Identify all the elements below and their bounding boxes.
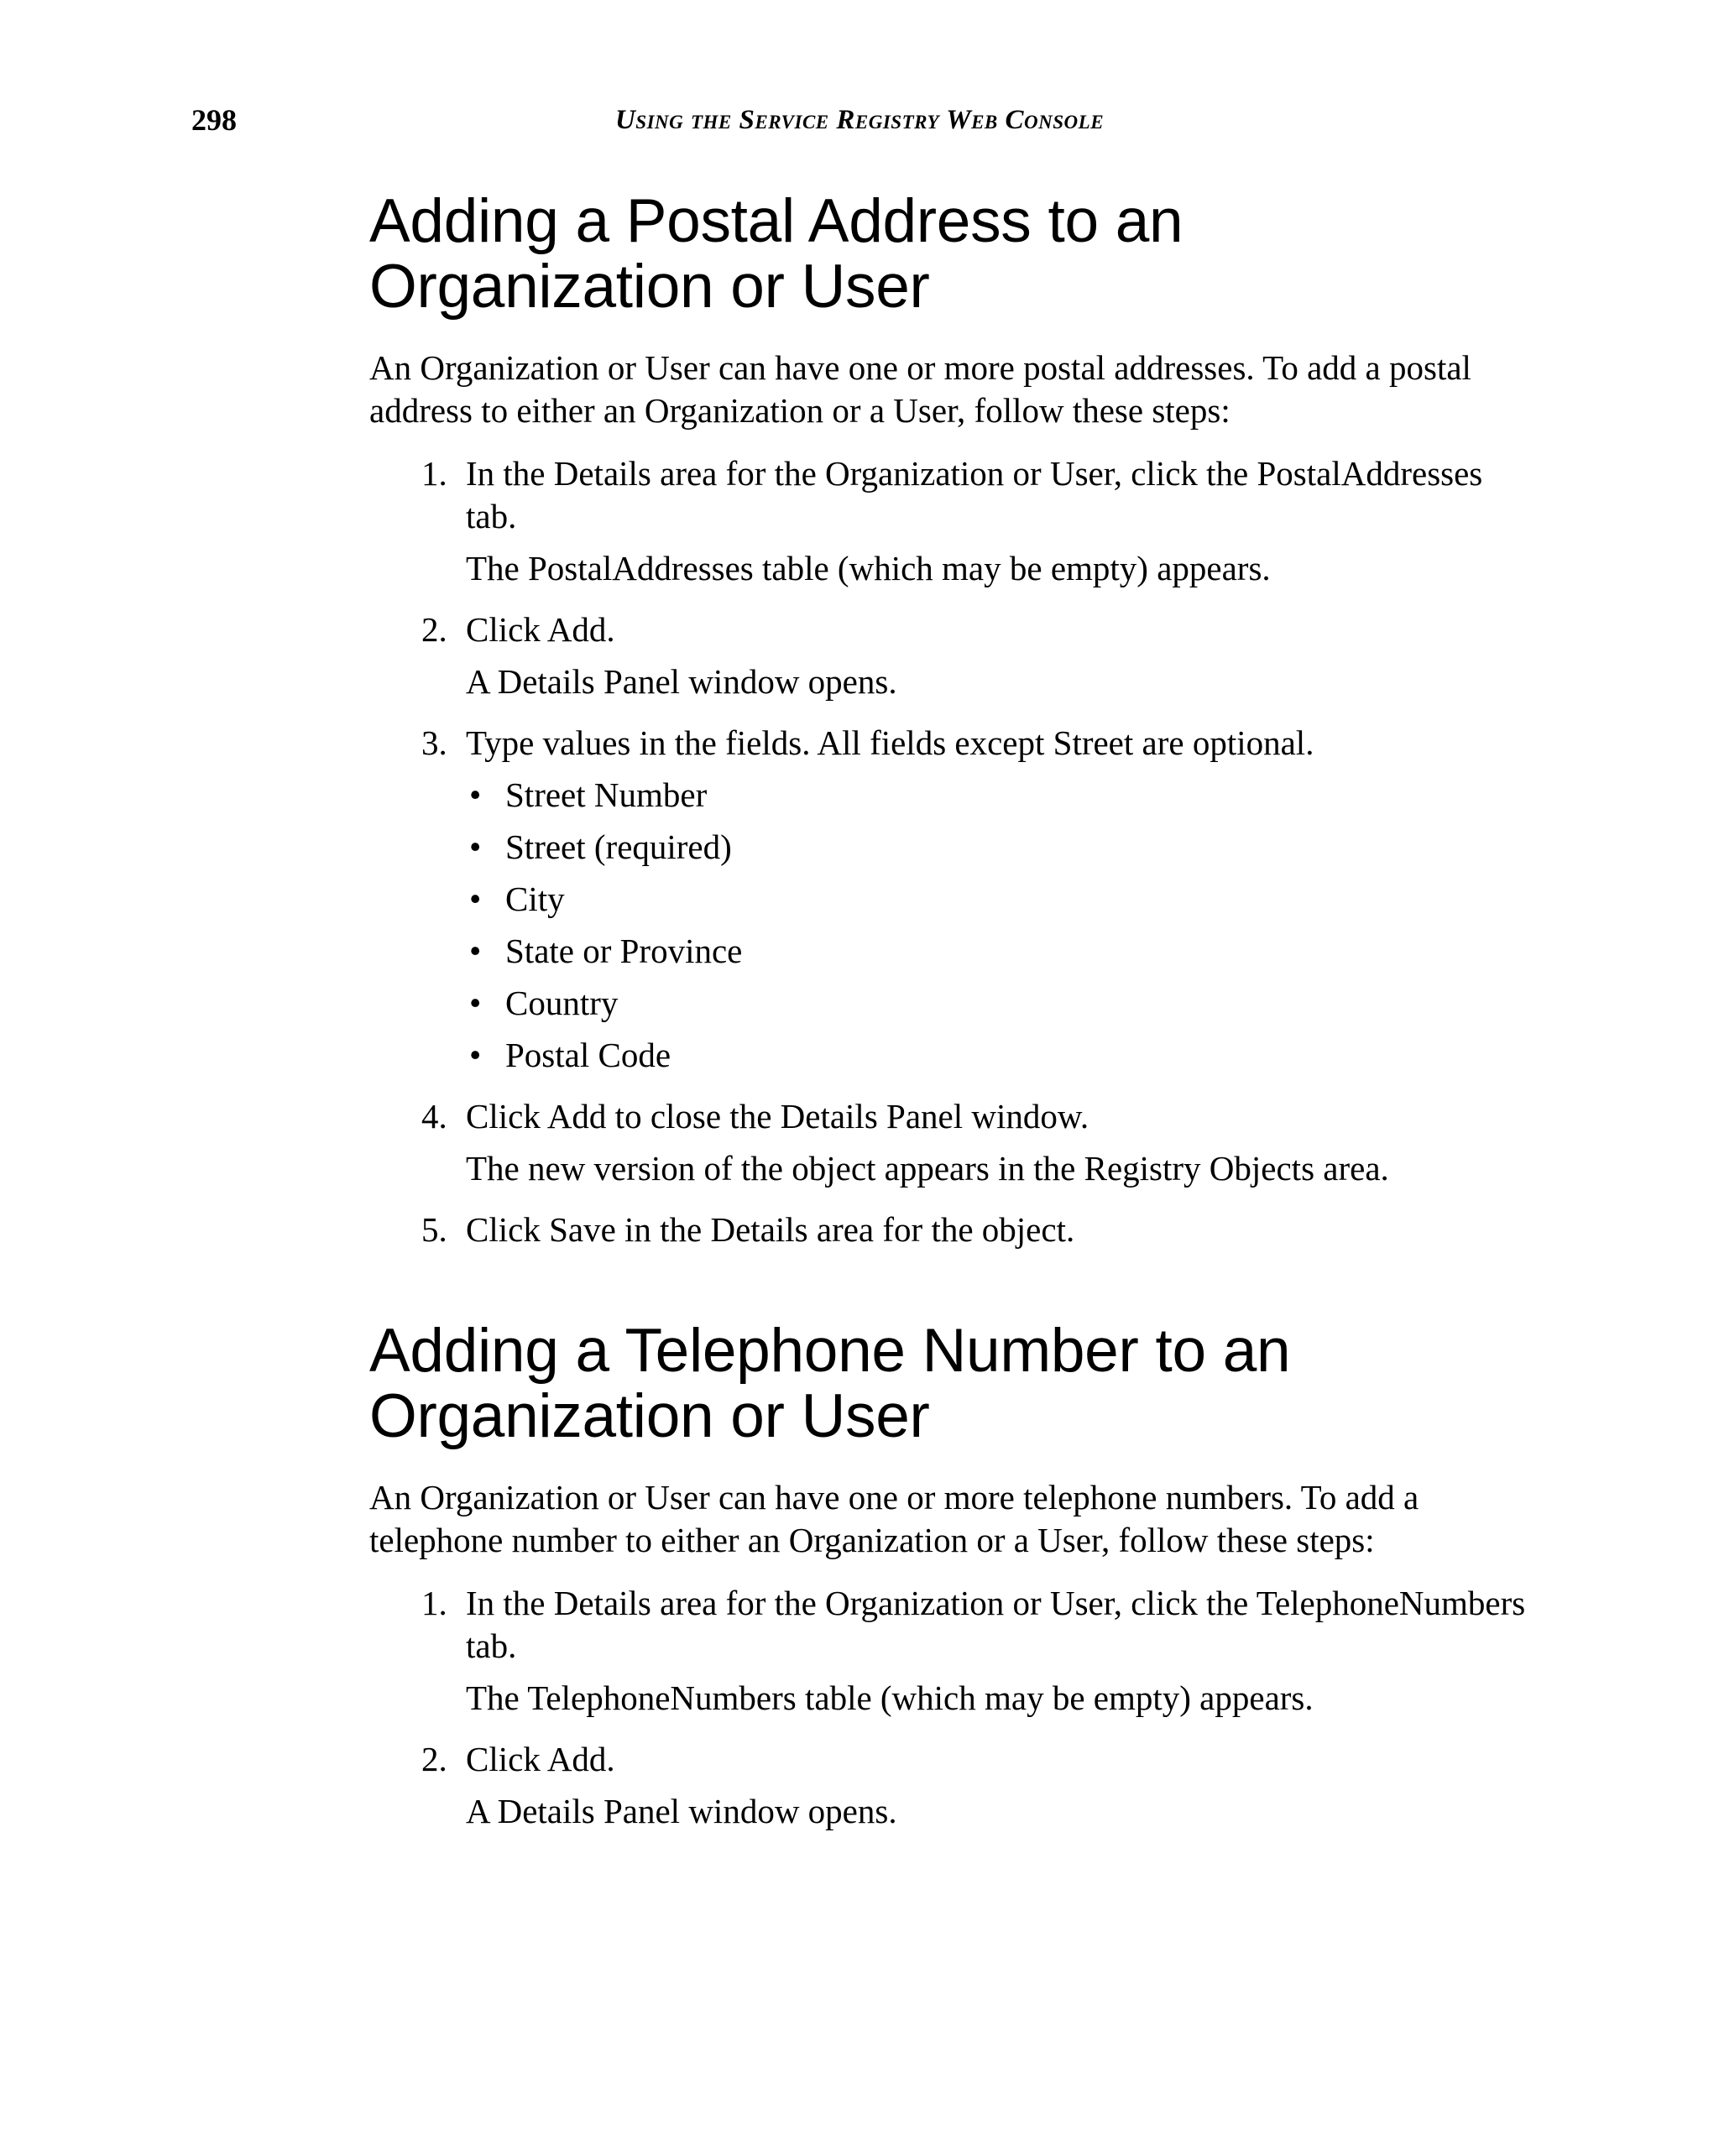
step-item bbox=[369, 1209, 1528, 1251]
step-number: 3. bbox=[421, 723, 447, 762]
step-result: The new version of the object appears in the Registry Objects area. bbox=[466, 1149, 1389, 1188]
bullet-icon: • bbox=[469, 932, 482, 970]
bullet-icon: • bbox=[469, 880, 482, 918]
step-item bbox=[369, 722, 1528, 1077]
running-title: Using the Service Registry Web Console bbox=[614, 105, 1105, 135]
step-item bbox=[369, 1582, 1528, 1720]
step-result: The TelephoneNumbers table (which may be empty) appears. bbox=[466, 1678, 1314, 1717]
step-result: A Details Panel window opens. bbox=[466, 1792, 897, 1830]
field-list-item: • Street Number bbox=[466, 774, 1528, 817]
step-text: Type values in the fields. All fields except Street are optional. bbox=[466, 723, 1314, 762]
running-header bbox=[191, 99, 1528, 141]
step-text: Click Save in the Details area for the object. bbox=[466, 1210, 1075, 1249]
step-text: Click Add. bbox=[466, 610, 615, 649]
section-telephone-number bbox=[369, 1318, 1528, 1833]
steps-list bbox=[369, 1582, 1528, 1833]
step-number: 2. bbox=[421, 1740, 447, 1778]
step-item bbox=[369, 608, 1528, 703]
steps-list bbox=[369, 452, 1528, 1251]
bullet-icon: • bbox=[469, 984, 482, 1022]
section-title: Adding a Telephone Number to an Organization or User bbox=[369, 1317, 1291, 1450]
step-number: 5. bbox=[421, 1210, 447, 1249]
field-list bbox=[466, 774, 1528, 1077]
page-number: 298 bbox=[191, 103, 237, 137]
field-list-item: • Postal Code bbox=[466, 1034, 1528, 1077]
step-number: 1. bbox=[421, 454, 447, 493]
field-list-item: • Country bbox=[466, 982, 1528, 1025]
step-number: 1. bbox=[421, 1584, 447, 1622]
step-result: A Details Panel window opens. bbox=[466, 662, 897, 701]
step-text: In the Details area for the Organization or User, click the PostalAddresses tab. bbox=[466, 454, 1483, 535]
section-spacer bbox=[369, 1251, 1528, 1318]
section-intro: An Organization or User can have one or more telephone numbers. To add a telephone number to either an Organization or a User, follow these steps: bbox=[369, 1478, 1419, 1559]
step-text: Click Add to close the Details Panel window. bbox=[466, 1097, 1089, 1135]
section-postal-address bbox=[369, 189, 1528, 1251]
bullet-icon: • bbox=[469, 827, 482, 866]
step-item bbox=[369, 1738, 1528, 1833]
step-number: 2. bbox=[421, 610, 447, 649]
step-item bbox=[369, 452, 1528, 590]
bullet-icon: • bbox=[469, 775, 482, 814]
content-column bbox=[369, 189, 1528, 1833]
section-title: Adding a Postal Address to an Organization or User bbox=[369, 187, 1183, 321]
section-intro: An Organization or User can have one or more postal addresses. To add a postal address to either an Organization or a User, follow these steps: bbox=[369, 348, 1471, 430]
step-result: The PostalAddresses table (which may be empty) appears. bbox=[466, 549, 1271, 587]
step-text: In the Details area for the Organization or User, click the TelephoneNumbers tab. bbox=[466, 1584, 1526, 1665]
step-number: 4. bbox=[421, 1097, 447, 1135]
field-list-item: • City bbox=[466, 878, 1528, 921]
field-list-item: • State or Province bbox=[466, 930, 1528, 973]
bullet-icon: • bbox=[469, 1036, 482, 1074]
step-text: Click Add. bbox=[466, 1740, 615, 1778]
field-list-item: • Street (required) bbox=[466, 826, 1528, 869]
step-item bbox=[369, 1095, 1528, 1190]
